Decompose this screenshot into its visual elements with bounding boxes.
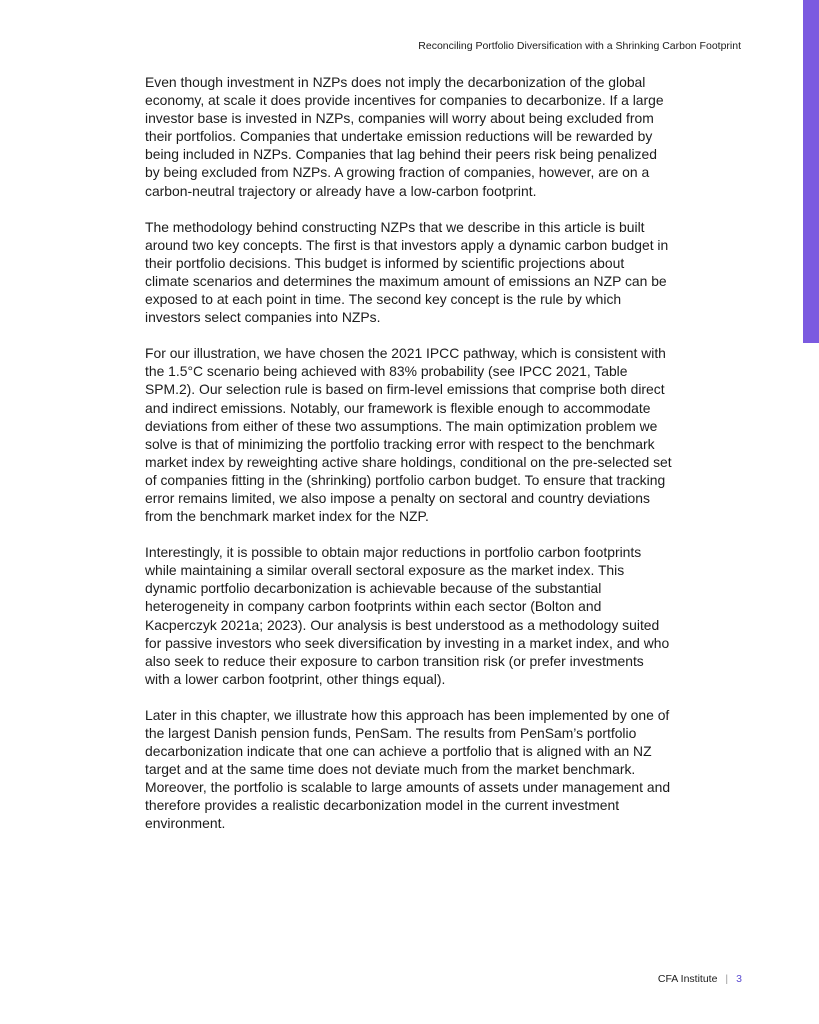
paragraph-4: Interestingly, it is possible to obtain major reductions in portfolio carbon footprints while maintaining a similar overall sectoral exposure as the market index. This dynamic portfolio decarbonization is achievable because of the substantial heterogeneity in company carbon footprints within each sector (Bolton and Kacperczyk 2021a; 2023). Our analysis is best understood as a methodology suited for passive investors who seek diversification by investing in a market index, and who also seek to reduce their exposure to carbon transition risk (or prefer investments with a lower carbon footprint, other things equal). [145, 544, 670, 687]
accent-bar [803, 0, 819, 343]
paragraph-2: The methodology behind constructing NZPs that we describe in this article is built around two key concepts. The first is that investors apply a dynamic carbon budget in their portfolio decisions. This budget is informed by scientific projections about climate scenarios and determines the maximum amount of emissions an NZP can be exposed to at each point in time. The second key concept is the rule by which investors select companies into NZPs. [145, 218, 669, 326]
paragraph-3: For our illustration, we have chosen the 2021 IPCC pathway, which is consistent with the 1.5°C scenario being achieved with 83% probability (see IPCC 2021, Table SPM.2). Our selection rule is based on firm-level emissions that comprise both direct and indirect emissions. Notably, our framework is flexible enough to accommodate deviations from either of these two assumptions. The main optimization problem we solve is that of minimizing the portfolio tracking error with respect to the benchmark market index by reweighting active share holdings, conditional on the pre-selected set of companies fitting in the (shrinking) portfolio carbon budget. To ensure that tracking error remains limited, we also impose a penalty on sectoral and country deviations from the benchmark market index for the NZP. [145, 345, 672, 525]
body-text [145, 73, 672, 851]
running-header: Reconciling Portfolio Diversification with a Shrinking Carbon Footprint [418, 40, 741, 52]
footer-separator: | [725, 973, 729, 985]
page-footer [658, 973, 742, 985]
page-number: 3 [736, 973, 742, 985]
paragraph-1: Even though investment in NZPs does not imply the decarbonization of the global economy, at scale it does provide incentives for companies to decarbonize. If a large investor base is invested in NZPs, companies will worry about being excluded from their portfolios. Companies that undertake emission reductions will be rewarded by being included in NZPs. Companies that lag behind their peers risk being penalized by being excluded from NZPs. A growing fraction of companies, however, are on a carbon-neutral trajectory or already have a low-carbon footprint. [145, 74, 664, 199]
paragraph-5: Later in this chapter, we illustrate how this approach has been implemented by one of the largest Danish pension funds, PenSam. The results from PenSam’s portfolio decarbonization indicate that one can achieve a portfolio that is aligned with an NZ target and at the same time does not deviate much from the market benchmark. Moreover, the portfolio is scalable to large amounts of assets under management and therefore provides a realistic decarbonization model in the current investment environment. [145, 706, 671, 832]
footer-publisher: CFA Institute [657, 973, 718, 985]
